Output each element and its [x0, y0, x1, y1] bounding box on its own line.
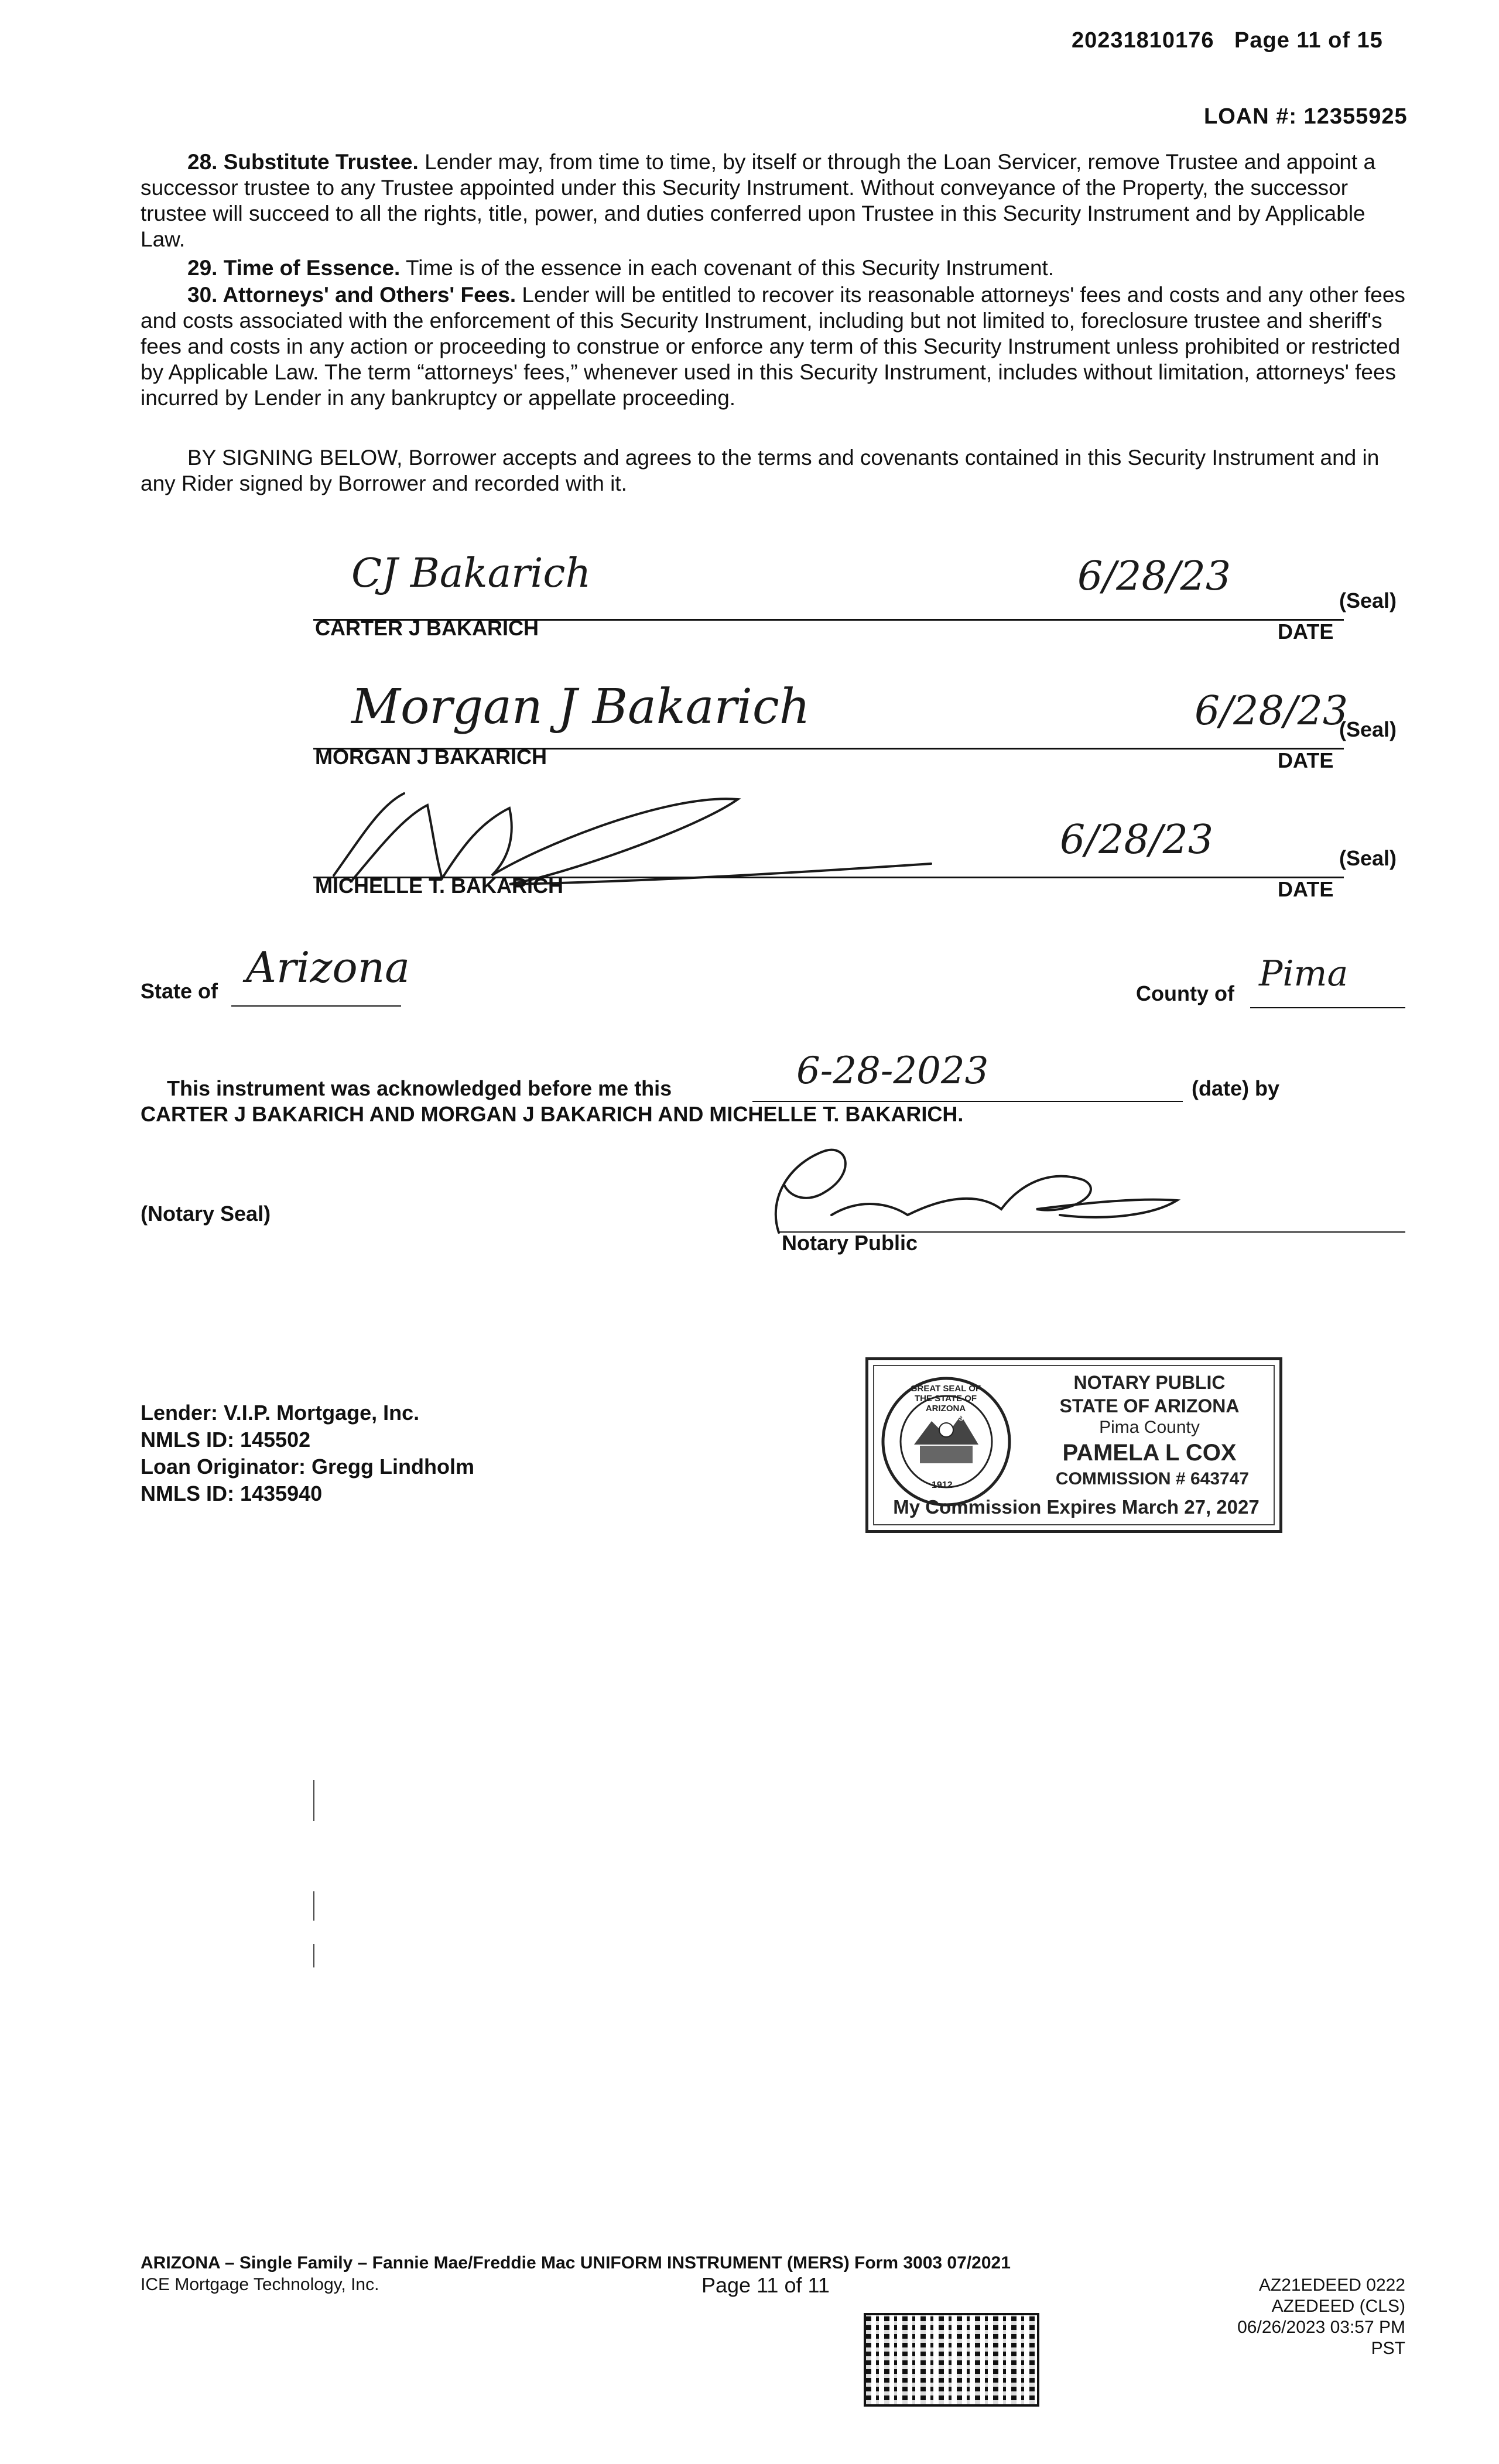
stamp-line-notary-name: PAMELA L COX — [1062, 1440, 1237, 1466]
signature-date-carter: 6/28/23 — [1077, 553, 1231, 600]
notary-public-label: Notary Public — [782, 1231, 918, 1255]
seal-label-michelle: (Seal) — [1339, 846, 1397, 870]
signature-morgan: Morgan J Bakarich — [351, 679, 810, 735]
stamp-line-state: STATE OF ARIZONA — [1059, 1395, 1240, 1416]
originator-nmls-id: NMLS ID: 1435940 — [141, 1481, 323, 1505]
acknowledgment-prefix: This instrument was acknowledged before me this — [167, 1076, 672, 1100]
seal-label-morgan: (Seal) — [1339, 717, 1397, 741]
state-line — [231, 1005, 401, 1007]
state-seal-motto: DITAT DEUS — [922, 1414, 964, 1422]
section-28-heading: 28. Substitute Trustee. — [187, 150, 419, 174]
acknowledgment-suffix: (date) by — [1192, 1076, 1280, 1100]
footer-page-label: Page 11 of 11 — [701, 2273, 830, 2297]
section-29-heading: 29. Time of Essence. — [187, 256, 401, 280]
signer-name-carter: CARTER J BAKARICH — [315, 616, 539, 640]
section-30-text: Lender will be entitled to recover its reasonable attorneys' fees and costs and any other fees and costs associated with the enforcement of this Security Instrument, including but not limited to, foreclosure trustee and sheriff's fees and costs in any action or proceeding to construe or enforce any term of this Security Instrument unless prohibited or restricted by Applicable Law. The term “attorneys' fees,” whenever used in this Security Instrument, includes without limitation, attorneys' fees incurred by Lender in any bankruptcy or appellate proceeding. — [141, 283, 1405, 410]
signer-name-morgan: MORGAN J BAKARICH — [315, 745, 547, 769]
lender-nmls-id: NMLS ID: 145502 — [141, 1428, 311, 1452]
section-29 — [141, 255, 1405, 281]
scan-mark — [313, 1780, 314, 1821]
section-30-heading: 30. Attorneys' and Others' Fees. — [187, 283, 516, 307]
document-number: 20231810176 — [1072, 28, 1214, 53]
date-label-morgan: DATE — [1278, 748, 1334, 772]
loan-originator: Loan Originator: Gregg Lindholm — [141, 1455, 474, 1479]
county-label: County of — [1136, 981, 1234, 1005]
section-28 — [141, 149, 1405, 252]
notary-stamp — [865, 1357, 1282, 1533]
acknowledgment-date: 6-28-2023 — [796, 1049, 989, 1093]
stamp-line-county: Pima County — [1099, 1418, 1200, 1437]
lender-info — [141, 1399, 474, 1507]
footer-company: ICE Mortgage Technology, Inc. — [141, 2275, 379, 2294]
section-28-text: Lender may, from time to time, by itself or through the Loan Servicer, remove Trustee and appoint a successor trustee to any Trustee appointed under this Security Instrument. Without conveyance of the Property, the successor trustee will succeed to all the rights, title, power, and duties conferred upon Trustee in this Security Instrument and by Applicable Law. — [141, 150, 1376, 251]
stamp-line-commission: COMMISSION # 643747 — [1055, 1469, 1250, 1488]
signature-date-morgan: 6/28/23 — [1195, 688, 1349, 734]
footer-codes — [1206, 2275, 1405, 2359]
footer-doc-code: AZEDEED (CLS) — [1271, 2297, 1405, 2316]
loan-number: LOAN #: 12355925 — [1204, 104, 1408, 129]
lender-name: Lender: V.I.P. Mortgage, Inc. — [141, 1401, 420, 1425]
stamp-line-expiration: My Commission Expires March 27, 2027 — [893, 1496, 1260, 1518]
state-seal-year: 1912 — [932, 1480, 953, 1490]
county-line — [1250, 1007, 1405, 1008]
signature-date-michelle: 6/28/23 — [1060, 817, 1214, 863]
state-label: State of — [141, 979, 218, 1003]
footer-form-line: ARIZONA – Single Family – Fannie Mae/Freddie Mac UNIFORM INSTRUMENT (MERS) Form 3003 07/2021 — [141, 2253, 1011, 2273]
county-value: Pima — [1259, 953, 1349, 994]
state-seal-ring-text: GREAT SEAL OF THE STATE OF ARIZONA — [910, 1384, 981, 1414]
notary-seal-label: (Notary Seal) — [141, 1202, 271, 1226]
footer-form-code: AZ21EDEED 0222 — [1258, 2275, 1405, 2295]
date-label-michelle: DATE — [1278, 877, 1334, 901]
section-29-text: Time is of the essence in each covenant of this Security Instrument. — [405, 256, 1055, 280]
footer-timestamp: 06/26/2023 03:57 PM PST — [1237, 2318, 1405, 2358]
state-value: Arizona — [246, 943, 410, 992]
stamp-line-notary-public: NOTARY PUBLIC — [1073, 1372, 1226, 1393]
scan-mark — [313, 1891, 314, 1921]
date-label-carter: DATE — [1278, 620, 1334, 644]
section-30 — [141, 282, 1405, 411]
page-indicator: Page 11 of 15 — [1234, 28, 1383, 53]
seal-label-carter: (Seal) — [1339, 588, 1397, 612]
acknowledgment-names: CARTER J BAKARICH AND MORGAN J BAKARICH AND MICHELLE T. BAKARICH. — [141, 1102, 964, 1126]
signing-statement: BY SIGNING BELOW, Borrower accepts and agrees to the terms and covenants contained in this Security Instrument and in any Rider signed by Borrower and recorded with it. — [141, 446, 1380, 495]
signature-carter: CJ Bakarich — [351, 550, 591, 597]
scan-mark — [313, 1944, 314, 1967]
signer-name-michelle: MICHELLE T. BAKARICH — [315, 874, 563, 898]
barcode-icon — [864, 2313, 1039, 2407]
